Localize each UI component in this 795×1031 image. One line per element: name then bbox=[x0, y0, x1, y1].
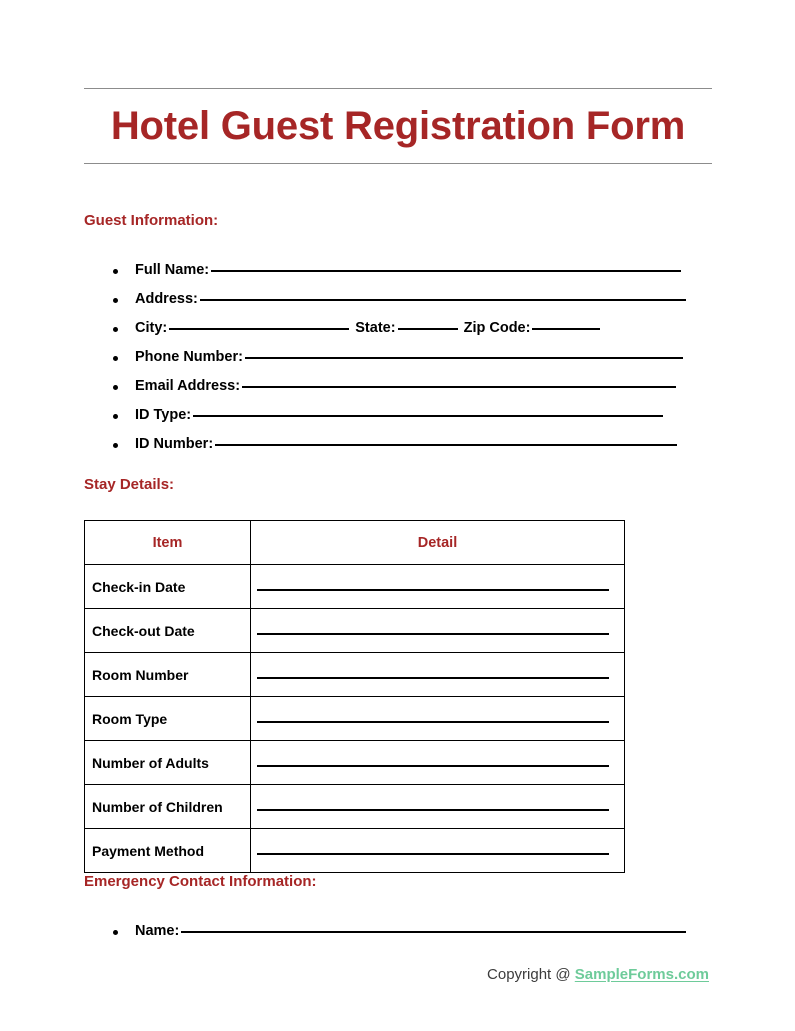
row-detail-number-of-adults[interactable] bbox=[251, 741, 625, 785]
field-city-state-zip bbox=[110, 314, 710, 343]
zip-code-input-line[interactable] bbox=[532, 328, 600, 330]
guest-information-heading: Guest Information: bbox=[84, 212, 219, 229]
emergency-contact-heading: Emergency Contact Information: bbox=[84, 873, 317, 890]
field-label: Full Name: bbox=[135, 262, 210, 278]
address-input-line[interactable] bbox=[200, 299, 686, 301]
id-type-input-line[interactable] bbox=[193, 415, 663, 417]
field-emergency-name bbox=[110, 917, 710, 946]
row-label-number-of-adults: Number of Adults bbox=[85, 741, 251, 785]
row-detail-check-out-date[interactable] bbox=[251, 609, 625, 653]
id-number-input-line[interactable] bbox=[215, 444, 677, 446]
field-address bbox=[110, 285, 710, 314]
phone-number-input-line[interactable] bbox=[245, 357, 683, 359]
row-detail-room-type[interactable] bbox=[251, 697, 625, 741]
bullet-icon bbox=[113, 327, 118, 332]
city-input-line[interactable] bbox=[169, 328, 349, 330]
row-detail-payment-method[interactable] bbox=[251, 829, 625, 873]
table-row bbox=[85, 829, 625, 873]
field-id-number bbox=[110, 430, 710, 459]
row-detail-room-number[interactable] bbox=[251, 653, 625, 697]
state-input-line[interactable] bbox=[398, 328, 458, 330]
title-block bbox=[84, 88, 712, 164]
city-label: City: bbox=[135, 320, 168, 336]
stay-details-table bbox=[84, 520, 625, 873]
row-label-room-type: Room Type bbox=[85, 697, 251, 741]
page-title: Hotel Guest Registration Form bbox=[110, 104, 686, 148]
table-row bbox=[85, 609, 625, 653]
bullet-icon bbox=[113, 385, 118, 390]
bullet-icon bbox=[113, 356, 118, 361]
stay-details-heading: Stay Details: bbox=[84, 476, 175, 493]
sampleforms-link[interactable]: SampleForms.com bbox=[574, 966, 709, 983]
detail-input-line[interactable] bbox=[257, 853, 609, 855]
field-label: Phone Number: bbox=[135, 349, 243, 365]
emergency-name-input-line[interactable] bbox=[181, 931, 686, 933]
bullet-icon bbox=[113, 298, 118, 303]
field-label: Email Address: bbox=[135, 378, 241, 394]
email-address-input-line[interactable] bbox=[242, 386, 676, 388]
field-label: Address: bbox=[135, 291, 198, 307]
field-email-address bbox=[110, 372, 710, 401]
table-row bbox=[85, 565, 625, 609]
footer-copyright bbox=[487, 966, 709, 983]
bullet-icon bbox=[113, 443, 118, 448]
detail-input-line[interactable] bbox=[257, 589, 609, 591]
table-row bbox=[85, 741, 625, 785]
row-label-number-of-children: Number of Children bbox=[85, 785, 251, 829]
table-row bbox=[85, 697, 625, 741]
column-header-item: Item bbox=[85, 521, 251, 565]
bullet-icon bbox=[113, 930, 118, 935]
guest-information-field-list bbox=[110, 256, 710, 459]
title-rule-bottom bbox=[84, 163, 712, 164]
field-phone-number bbox=[110, 343, 710, 372]
detail-input-line[interactable] bbox=[257, 809, 609, 811]
field-full-name bbox=[110, 256, 710, 285]
table-row bbox=[85, 785, 625, 829]
table-row bbox=[85, 653, 625, 697]
bullet-icon bbox=[113, 269, 118, 274]
row-detail-check-in-date[interactable] bbox=[251, 565, 625, 609]
state-label: State: bbox=[355, 320, 396, 336]
full-name-input-line[interactable] bbox=[211, 270, 681, 272]
detail-input-line[interactable] bbox=[257, 765, 609, 767]
table-header-row bbox=[85, 521, 625, 565]
zip-code-label: Zip Code: bbox=[463, 320, 531, 336]
field-label: Name: bbox=[135, 923, 180, 939]
row-label-room-number: Room Number bbox=[85, 653, 251, 697]
copyright-text: Copyright @ bbox=[487, 966, 575, 983]
detail-input-line[interactable] bbox=[257, 677, 609, 679]
field-label: ID Type: bbox=[135, 407, 192, 423]
row-label-check-out-date: Check-out Date bbox=[85, 609, 251, 653]
field-id-type bbox=[110, 401, 710, 430]
row-label-check-in-date: Check-in Date bbox=[85, 565, 251, 609]
row-label-payment-method: Payment Method bbox=[85, 829, 251, 873]
row-detail-number-of-children[interactable] bbox=[251, 785, 625, 829]
detail-input-line[interactable] bbox=[257, 721, 609, 723]
bullet-icon bbox=[113, 414, 118, 419]
column-header-detail: Detail bbox=[251, 521, 625, 565]
emergency-contact-field-list bbox=[110, 917, 710, 946]
field-label: ID Number: bbox=[135, 436, 214, 452]
detail-input-line[interactable] bbox=[257, 633, 609, 635]
